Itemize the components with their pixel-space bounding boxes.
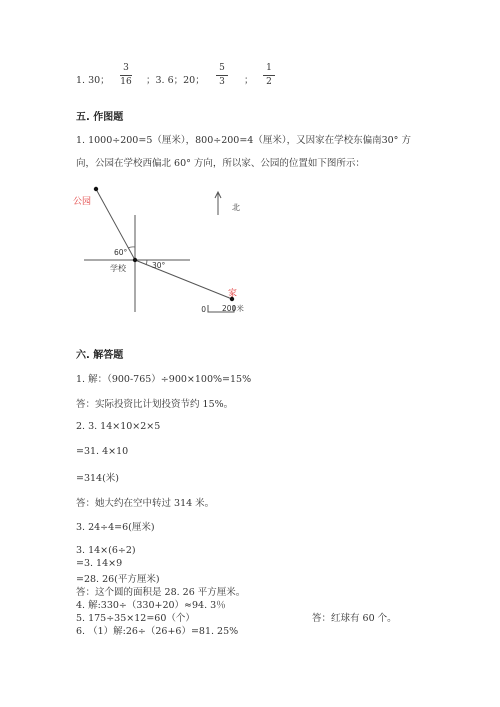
- answer-line: =28. 26(平方厘米): [76, 574, 160, 585]
- fraction-1-2: [263, 63, 275, 88]
- answer-line: 答：这个圆的面积是 28. 26 平方厘米。: [76, 587, 246, 598]
- fraction-bar: [120, 75, 132, 76]
- direction-figure: [70, 185, 260, 325]
- answer-line: 6. （1）解:26÷（26+6）=81. 25%: [76, 626, 239, 637]
- answer-line: 3. 24÷4=6(厘米): [76, 522, 155, 533]
- scale-length-label: 200米: [222, 304, 244, 313]
- answer-line: 1. 解：（900-765）÷900×100%=15%: [76, 374, 252, 385]
- answer-line: 5. 175÷35×12=60（个）: [76, 613, 195, 624]
- answer-line-separator-2: ；: [244, 75, 254, 86]
- fraction-bar: [216, 75, 228, 76]
- north-label: 北: [232, 203, 240, 212]
- fraction-5-3: [216, 63, 228, 88]
- home-label: 家: [228, 289, 238, 299]
- answer-line: =31. 4×10: [76, 446, 129, 457]
- scale-zero-label: 0: [201, 305, 206, 314]
- fraction-bar: [263, 75, 275, 76]
- fraction-denominator: 16: [120, 77, 132, 87]
- answer-line: =314(米): [76, 473, 120, 484]
- section-5-paragraph-line-2: 向，公园在学校西偏北 60° 方向，所以家、公园的位置如下图所示：: [76, 158, 365, 169]
- answer-line: 答：红球有 60 个。: [312, 613, 397, 624]
- section-6-title: 六. 解答题: [76, 350, 124, 361]
- section-5-paragraph-line-1: 1. 1000÷200=5（厘米），800÷200=4（厘米），又因家在学校东偏南30° 方: [76, 135, 411, 146]
- fraction-numerator: 5: [219, 63, 225, 73]
- school-label: 学校: [110, 264, 126, 273]
- fraction-numerator: 3: [123, 63, 129, 73]
- angle-60-label: 60°: [114, 248, 128, 257]
- fraction-3-16: [120, 63, 132, 88]
- answer-line: 2. 3. 14×10×2×5: [76, 421, 161, 432]
- fraction-denominator: 2: [266, 77, 272, 87]
- fraction-numerator: 1: [266, 63, 272, 73]
- school-point: [133, 258, 137, 262]
- angle-60-arc: [128, 247, 135, 248]
- section-5-title: 五. 作图题: [76, 112, 124, 123]
- school-home-line: [135, 260, 232, 299]
- answer-line-prefix: 1. 30；: [76, 75, 110, 86]
- park-point: [94, 187, 98, 191]
- answer-line: 答：实际投资比计划投资节约 15%。: [76, 399, 234, 410]
- answer-line-separator-1: ；3. 6；20；: [146, 75, 205, 86]
- answer-line: 答：她大约在空中转过 314 米。: [76, 498, 215, 509]
- fraction-denominator: 3: [219, 77, 225, 87]
- answer-line: =3. 14×9: [76, 558, 123, 569]
- angle-30-label: 30°: [152, 261, 166, 270]
- answer-line: 4. 解:330÷（330+20）≈94. 3％: [76, 600, 226, 611]
- park-label: 公园: [73, 197, 92, 207]
- answer-line: 3. 14×(6÷2): [76, 545, 136, 556]
